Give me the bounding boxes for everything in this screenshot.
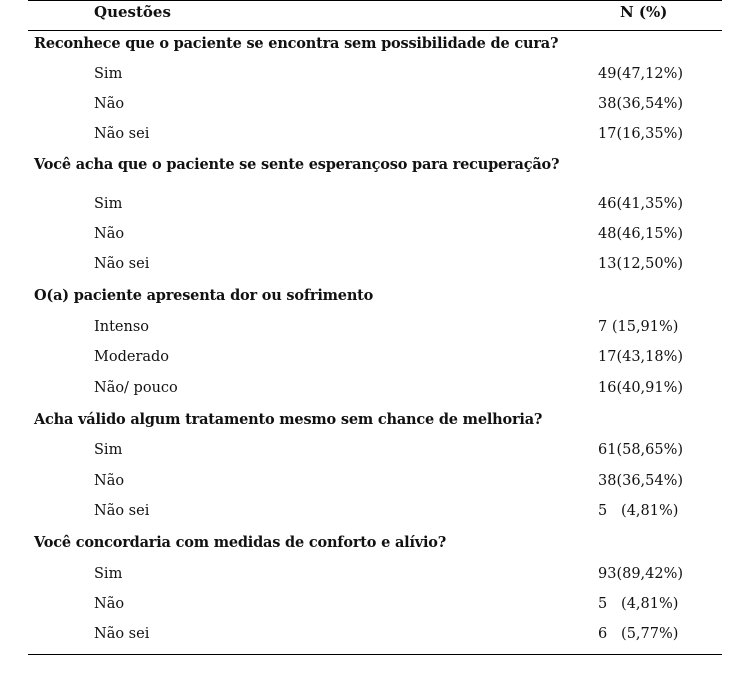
answer-label: Sim [94, 66, 123, 82]
answer-value: 38(36,54%) [598, 96, 684, 112]
question-row: Acha válido algum tratamento mesmo sem chance de melhoria? [34, 411, 543, 428]
answer-label: Intenso [94, 319, 149, 335]
question-row: O(a) paciente apresenta dor ou sofrimento [34, 287, 374, 304]
answer-value: 93(89,42%) [598, 566, 684, 582]
answer-label: Moderado [94, 349, 170, 365]
answer-label: Não sei [94, 626, 150, 642]
answer-label: Sim [94, 442, 123, 458]
answer-value: 5 (4,81%) [598, 503, 679, 519]
header-rule [28, 30, 722, 31]
answer-value: 7 (15,91%) [598, 319, 679, 335]
answer-label: Não sei [94, 503, 150, 519]
question-row: Você acha que o paciente se sente esperançoso para recuperação? [34, 156, 560, 173]
answer-label: Não [94, 596, 125, 612]
answer-value: 46(41,35%) [598, 196, 684, 212]
answer-label: Sim [94, 196, 123, 212]
answer-value: 48(46,15%) [598, 226, 684, 242]
answer-label: Não sei [94, 126, 150, 142]
answer-value: 17(16,35%) [598, 126, 684, 142]
answer-value: 16(40,91%) [598, 380, 684, 396]
answer-value: 13(12,50%) [598, 256, 684, 272]
answer-value: 17(43,18%) [598, 349, 684, 365]
answer-label: Sim [94, 566, 123, 582]
table-top-rule [28, 0, 722, 1]
answer-value: 6 (5,77%) [598, 626, 679, 642]
question-row: Você concordaria com medidas de conforto e alívio? [34, 534, 447, 551]
answer-label: Não sei [94, 256, 150, 272]
header-questions: Questões [94, 3, 171, 21]
answer-label: Não/ pouco [94, 380, 178, 396]
answer-value: 49(47,12%) [598, 66, 684, 82]
question-row: Reconhece que o paciente se encontra sem possibilidade de cura? [34, 35, 559, 52]
header-n-percent: N (%) [620, 3, 668, 21]
answer-label: Não [94, 96, 125, 112]
answer-label: Não [94, 226, 125, 242]
answer-value: 61(58,65%) [598, 442, 684, 458]
answer-label: Não [94, 473, 125, 489]
answer-value: 38(36,54%) [598, 473, 684, 489]
table-bottom-rule [28, 654, 722, 655]
answer-value: 5 (4,81%) [598, 596, 679, 612]
